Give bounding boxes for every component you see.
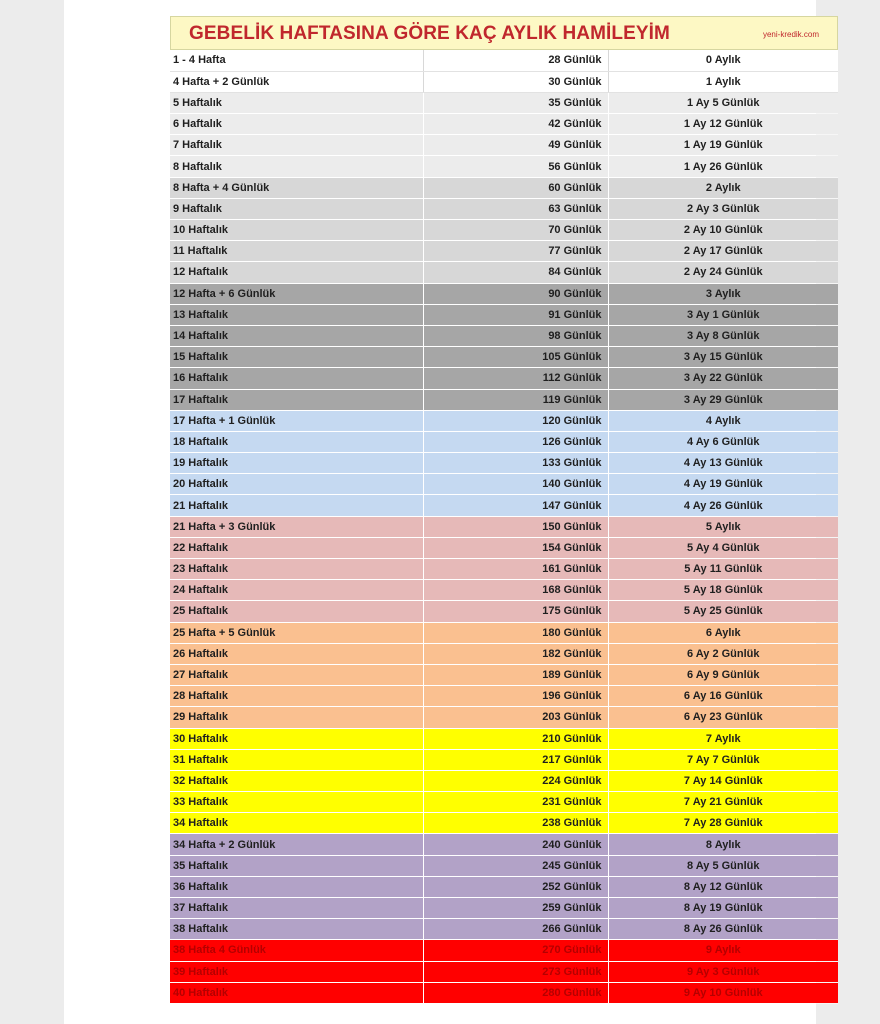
months-cell: 3 Ay 22 Günlük bbox=[608, 368, 838, 389]
week-cell: 20 Haftalık bbox=[170, 474, 423, 495]
days-cell: 120 Günlük bbox=[423, 410, 608, 431]
days-cell: 119 Günlük bbox=[423, 389, 608, 410]
table-row bbox=[170, 770, 838, 791]
months-cell: 1 Ay 5 Günlük bbox=[608, 92, 838, 113]
table-row bbox=[170, 792, 838, 813]
days-cell: 150 Günlük bbox=[423, 516, 608, 537]
week-cell: 19 Haftalık bbox=[170, 453, 423, 474]
table-row bbox=[170, 71, 838, 92]
table-row bbox=[170, 834, 838, 855]
table-row bbox=[170, 876, 838, 897]
table-row bbox=[170, 495, 838, 516]
days-cell: 154 Günlük bbox=[423, 537, 608, 558]
days-cell: 182 Günlük bbox=[423, 643, 608, 664]
months-cell: 1 Ay 12 Günlük bbox=[608, 114, 838, 135]
days-cell: 175 Günlük bbox=[423, 601, 608, 622]
week-cell: 14 Haftalık bbox=[170, 325, 423, 346]
months-cell: 9 Aylık bbox=[608, 940, 838, 961]
days-cell: 30 Günlük bbox=[423, 71, 608, 92]
days-cell: 140 Günlük bbox=[423, 474, 608, 495]
table-row bbox=[170, 919, 838, 940]
table-row bbox=[170, 982, 838, 1003]
months-cell: 4 Ay 26 Günlük bbox=[608, 495, 838, 516]
days-cell: 259 Günlük bbox=[423, 898, 608, 919]
document-page bbox=[64, 0, 819, 1024]
months-cell: 8 Ay 12 Günlük bbox=[608, 876, 838, 897]
week-cell: 21 Haftalık bbox=[170, 495, 423, 516]
days-cell: 266 Günlük bbox=[423, 919, 608, 940]
table-row bbox=[170, 304, 838, 325]
days-cell: 203 Günlük bbox=[423, 707, 608, 728]
days-cell: 77 Günlük bbox=[423, 241, 608, 262]
days-cell: 210 Günlük bbox=[423, 728, 608, 749]
week-cell: 12 Haftalık bbox=[170, 262, 423, 283]
months-cell: 3 Aylık bbox=[608, 283, 838, 304]
table-row bbox=[170, 559, 838, 580]
months-cell: 8 Ay 19 Günlük bbox=[608, 898, 838, 919]
months-cell: 4 Aylık bbox=[608, 410, 838, 431]
week-cell: 17 Haftalık bbox=[170, 389, 423, 410]
days-cell: 180 Günlük bbox=[423, 622, 608, 643]
week-cell: 28 Haftalık bbox=[170, 686, 423, 707]
site-watermark: yeni-kredik.com bbox=[762, 30, 819, 39]
table-row bbox=[170, 898, 838, 919]
days-cell: 56 Günlük bbox=[423, 156, 608, 177]
week-cell: 38 Haftalık bbox=[170, 919, 423, 940]
months-cell: 1 Ay 26 Günlük bbox=[608, 156, 838, 177]
week-cell: 36 Haftalık bbox=[170, 876, 423, 897]
table-row bbox=[170, 516, 838, 537]
months-cell: 4 Ay 6 Günlük bbox=[608, 431, 838, 452]
months-cell: 1 Aylık bbox=[608, 71, 838, 92]
table-row bbox=[170, 198, 838, 219]
months-cell: 3 Ay 29 Günlük bbox=[608, 389, 838, 410]
week-cell: 10 Haftalık bbox=[170, 220, 423, 241]
week-cell: 18 Haftalık bbox=[170, 431, 423, 452]
days-cell: 49 Günlük bbox=[423, 135, 608, 156]
week-cell: 21 Hafta + 3 Günlük bbox=[170, 516, 423, 537]
days-cell: 168 Günlük bbox=[423, 580, 608, 601]
days-cell: 240 Günlük bbox=[423, 834, 608, 855]
week-cell: 26 Haftalık bbox=[170, 643, 423, 664]
week-cell: 38 Hafta 4 Günlük bbox=[170, 940, 423, 961]
days-cell: 273 Günlük bbox=[423, 961, 608, 982]
days-cell: 270 Günlük bbox=[423, 940, 608, 961]
days-cell: 280 Günlük bbox=[423, 982, 608, 1003]
week-cell: 8 Haftalık bbox=[170, 156, 423, 177]
months-cell: 3 Ay 15 Günlük bbox=[608, 347, 838, 368]
months-cell: 6 Aylık bbox=[608, 622, 838, 643]
week-cell: 12 Hafta + 6 Günlük bbox=[170, 283, 423, 304]
table-row bbox=[170, 50, 838, 71]
months-cell: 8 Aylık bbox=[608, 834, 838, 855]
table-row bbox=[170, 453, 838, 474]
table-row bbox=[170, 643, 838, 664]
week-cell: 25 Hafta + 5 Günlük bbox=[170, 622, 423, 643]
table-row bbox=[170, 410, 838, 431]
week-cell: 27 Haftalık bbox=[170, 664, 423, 685]
days-cell: 105 Günlük bbox=[423, 347, 608, 368]
table-row bbox=[170, 601, 838, 622]
days-cell: 70 Günlük bbox=[423, 220, 608, 241]
week-cell: 17 Hafta + 1 Günlük bbox=[170, 410, 423, 431]
days-cell: 63 Günlük bbox=[423, 198, 608, 219]
days-cell: 217 Günlük bbox=[423, 749, 608, 770]
months-cell: 2 Aylık bbox=[608, 177, 838, 198]
table-row bbox=[170, 156, 838, 177]
week-cell: 34 Haftalık bbox=[170, 813, 423, 834]
months-cell: 7 Ay 14 Günlük bbox=[608, 770, 838, 791]
title-bar bbox=[170, 16, 838, 50]
days-cell: 245 Günlük bbox=[423, 855, 608, 876]
months-cell: 8 Ay 5 Günlük bbox=[608, 855, 838, 876]
week-cell: 9 Haftalık bbox=[170, 198, 423, 219]
months-cell: 3 Ay 1 Günlük bbox=[608, 304, 838, 325]
week-cell: 39 Haftalık bbox=[170, 961, 423, 982]
week-cell: 40 Haftalık bbox=[170, 982, 423, 1003]
days-cell: 231 Günlük bbox=[423, 792, 608, 813]
months-cell: 3 Ay 8 Günlük bbox=[608, 325, 838, 346]
table-row bbox=[170, 283, 838, 304]
months-cell: 6 Ay 23 Günlük bbox=[608, 707, 838, 728]
week-cell: 11 Haftalık bbox=[170, 241, 423, 262]
table-row bbox=[170, 813, 838, 834]
months-cell: 9 Ay 10 Günlük bbox=[608, 982, 838, 1003]
week-cell: 29 Haftalık bbox=[170, 707, 423, 728]
days-cell: 224 Günlük bbox=[423, 770, 608, 791]
pregnancy-table-sheet bbox=[170, 16, 838, 1008]
days-cell: 28 Günlük bbox=[423, 50, 608, 71]
week-cell: 13 Haftalık bbox=[170, 304, 423, 325]
months-cell: 7 Ay 7 Günlük bbox=[608, 749, 838, 770]
table-row bbox=[170, 537, 838, 558]
table-row bbox=[170, 114, 838, 135]
months-cell: 2 Ay 10 Günlük bbox=[608, 220, 838, 241]
table-row bbox=[170, 961, 838, 982]
week-cell: 4 Hafta + 2 Günlük bbox=[170, 71, 423, 92]
months-cell: 2 Ay 17 Günlük bbox=[608, 241, 838, 262]
table-row bbox=[170, 431, 838, 452]
week-cell: 5 Haftalık bbox=[170, 92, 423, 113]
months-cell: 2 Ay 24 Günlük bbox=[608, 262, 838, 283]
table-row bbox=[170, 389, 838, 410]
table-row bbox=[170, 135, 838, 156]
days-cell: 90 Günlük bbox=[423, 283, 608, 304]
months-cell: 6 Ay 9 Günlük bbox=[608, 664, 838, 685]
week-cell: 16 Haftalık bbox=[170, 368, 423, 389]
table-row bbox=[170, 580, 838, 601]
week-cell: 25 Haftalık bbox=[170, 601, 423, 622]
table-row bbox=[170, 940, 838, 961]
table-row bbox=[170, 347, 838, 368]
table-body bbox=[170, 50, 838, 1003]
days-cell: 196 Günlük bbox=[423, 686, 608, 707]
days-cell: 35 Günlük bbox=[423, 92, 608, 113]
table-row bbox=[170, 325, 838, 346]
table-row bbox=[170, 368, 838, 389]
months-cell: 0 Aylık bbox=[608, 50, 838, 71]
months-cell: 8 Ay 26 Günlük bbox=[608, 919, 838, 940]
months-cell: 4 Ay 19 Günlük bbox=[608, 474, 838, 495]
week-cell: 6 Haftalık bbox=[170, 114, 423, 135]
week-cell: 7 Haftalık bbox=[170, 135, 423, 156]
days-cell: 238 Günlük bbox=[423, 813, 608, 834]
week-cell: 34 Hafta + 2 Günlük bbox=[170, 834, 423, 855]
months-cell: 6 Ay 16 Günlük bbox=[608, 686, 838, 707]
days-cell: 91 Günlük bbox=[423, 304, 608, 325]
table-row bbox=[170, 474, 838, 495]
days-cell: 161 Günlük bbox=[423, 559, 608, 580]
months-cell: 9 Ay 3 Günlük bbox=[608, 961, 838, 982]
table-row bbox=[170, 262, 838, 283]
table-row bbox=[170, 749, 838, 770]
months-cell: 1 Ay 19 Günlük bbox=[608, 135, 838, 156]
months-cell: 5 Aylık bbox=[608, 516, 838, 537]
week-cell: 22 Haftalık bbox=[170, 537, 423, 558]
table-row bbox=[170, 622, 838, 643]
week-cell: 31 Haftalık bbox=[170, 749, 423, 770]
table-row bbox=[170, 855, 838, 876]
table-row bbox=[170, 664, 838, 685]
table-row bbox=[170, 707, 838, 728]
days-cell: 189 Günlük bbox=[423, 664, 608, 685]
table-row bbox=[170, 92, 838, 113]
table-row bbox=[170, 728, 838, 749]
pregnancy-week-table bbox=[170, 50, 838, 1004]
week-cell: 37 Haftalık bbox=[170, 898, 423, 919]
months-cell: 7 Ay 28 Günlük bbox=[608, 813, 838, 834]
days-cell: 60 Günlük bbox=[423, 177, 608, 198]
week-cell: 8 Hafta + 4 Günlük bbox=[170, 177, 423, 198]
days-cell: 126 Günlük bbox=[423, 431, 608, 452]
table-row bbox=[170, 241, 838, 262]
months-cell: 7 Aylık bbox=[608, 728, 838, 749]
months-cell: 5 Ay 4 Günlük bbox=[608, 537, 838, 558]
months-cell: 4 Ay 13 Günlük bbox=[608, 453, 838, 474]
months-cell: 2 Ay 3 Günlük bbox=[608, 198, 838, 219]
table-row bbox=[170, 177, 838, 198]
week-cell: 23 Haftalık bbox=[170, 559, 423, 580]
page-title: GEBELİK HAFTASINA GÖRE KAÇ AYLIK HAMİLEYİM bbox=[189, 23, 670, 44]
days-cell: 84 Günlük bbox=[423, 262, 608, 283]
table-row bbox=[170, 220, 838, 241]
days-cell: 252 Günlük bbox=[423, 876, 608, 897]
days-cell: 133 Günlük bbox=[423, 453, 608, 474]
week-cell: 1 - 4 Hafta bbox=[170, 50, 423, 71]
week-cell: 33 Haftalık bbox=[170, 792, 423, 813]
months-cell: 5 Ay 11 Günlük bbox=[608, 559, 838, 580]
week-cell: 30 Haftalık bbox=[170, 728, 423, 749]
months-cell: 6 Ay 2 Günlük bbox=[608, 643, 838, 664]
months-cell: 7 Ay 21 Günlük bbox=[608, 792, 838, 813]
months-cell: 5 Ay 25 Günlük bbox=[608, 601, 838, 622]
week-cell: 15 Haftalık bbox=[170, 347, 423, 368]
days-cell: 147 Günlük bbox=[423, 495, 608, 516]
days-cell: 112 Günlük bbox=[423, 368, 608, 389]
week-cell: 32 Haftalık bbox=[170, 770, 423, 791]
days-cell: 42 Günlük bbox=[423, 114, 608, 135]
months-cell: 5 Ay 18 Günlük bbox=[608, 580, 838, 601]
table-row bbox=[170, 686, 838, 707]
days-cell: 98 Günlük bbox=[423, 325, 608, 346]
week-cell: 24 Haftalık bbox=[170, 580, 423, 601]
week-cell: 35 Haftalık bbox=[170, 855, 423, 876]
